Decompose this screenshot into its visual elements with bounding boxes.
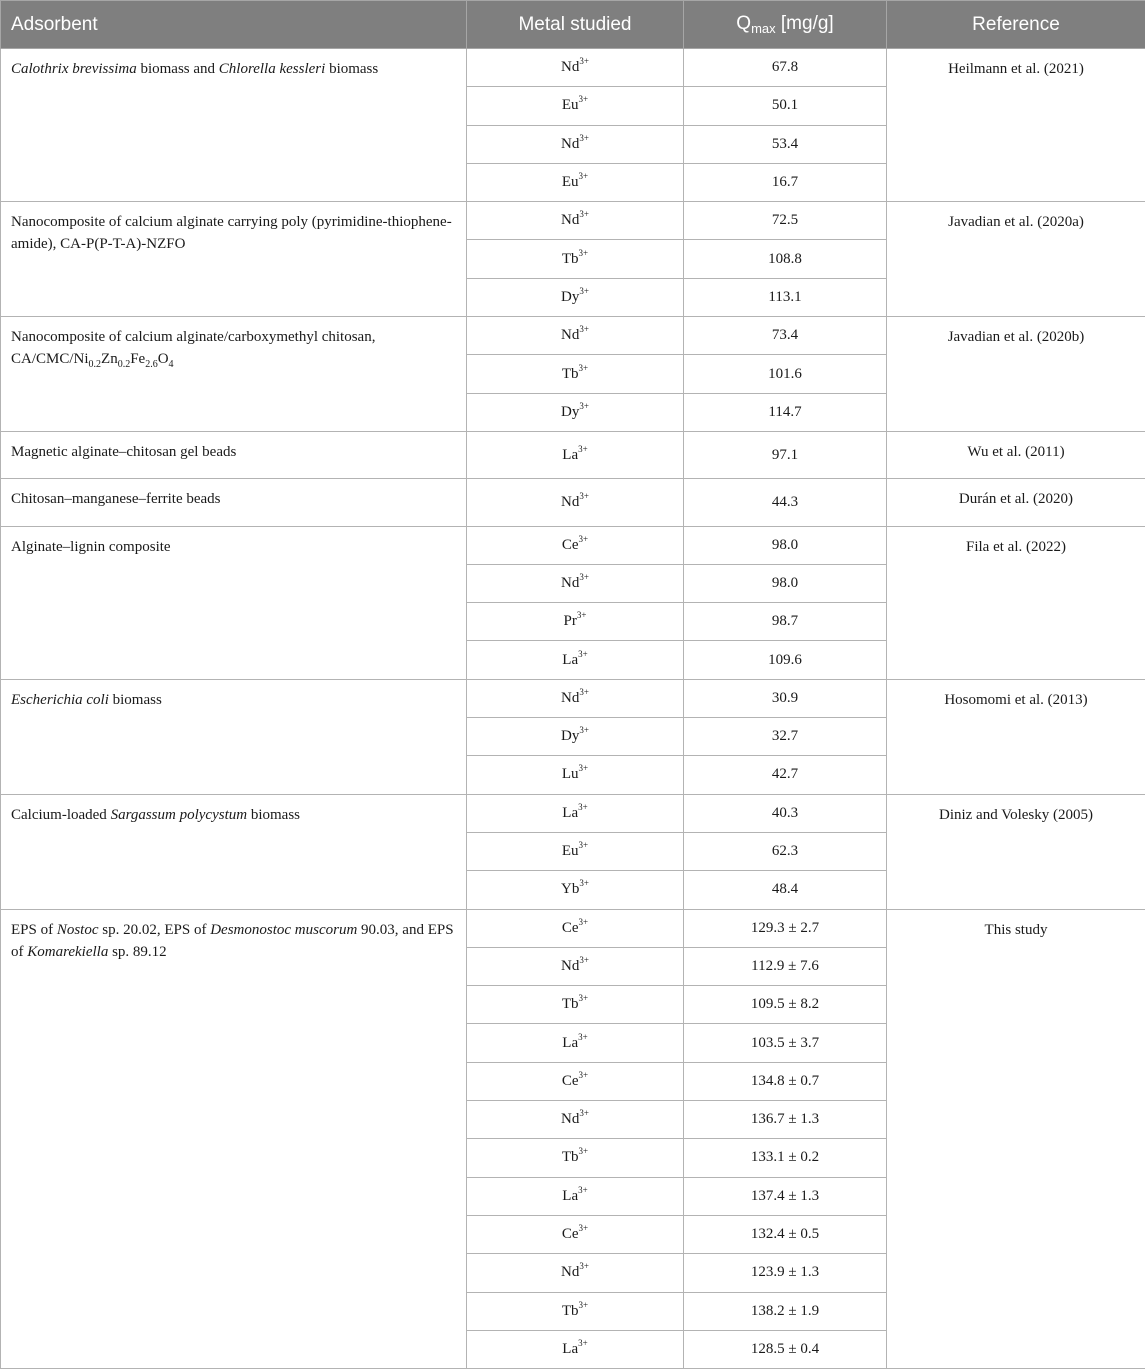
metal-cell [467, 1101, 684, 1139]
table-row [1, 479, 1145, 526]
adsorbent-text: sp. 20.02, EPS of [99, 922, 211, 938]
metal-charge: 3+ [579, 363, 589, 373]
metal-cell [467, 125, 684, 163]
qmax-cell: 72.5 [684, 202, 887, 240]
metal-cell [467, 163, 684, 201]
metal-element: Eu [562, 174, 579, 190]
qmax-cell: 50.1 [684, 87, 887, 125]
adsorbent-text: biomass [109, 692, 162, 708]
qmax-cell: 103.5 ± 3.7 [684, 1024, 887, 1062]
qmax-cell: 123.9 ± 1.3 [684, 1254, 887, 1292]
header-metal-studied: Metal studied [467, 1, 684, 49]
metal-cell [467, 202, 684, 240]
header-qmax-subscript: max [751, 21, 776, 36]
adsorbent-text: EPS of [11, 922, 57, 938]
qmax-cell: 138.2 ± 1.9 [684, 1292, 887, 1330]
adsorbent-text: biomass and [137, 61, 219, 77]
metal-cell [467, 909, 684, 947]
metal-element: Tb [562, 996, 579, 1012]
qmax-cell: 42.7 [684, 756, 887, 794]
metal-element: Nd [561, 1264, 579, 1280]
adsorbent-cell [1, 526, 467, 679]
metal-element: La [562, 1341, 578, 1357]
metal-charge: 3+ [579, 917, 589, 927]
metal-charge: 3+ [579, 878, 589, 888]
qmax-cell: 134.8 ± 0.7 [684, 1062, 887, 1100]
qmax-cell: 132.4 ± 0.5 [684, 1215, 887, 1253]
metal-element: Nd [561, 327, 579, 343]
metal-charge: 3+ [578, 1338, 588, 1348]
reference-cell: Wu et al. (2011) [887, 431, 1145, 478]
header-adsorbent: Adsorbent [1, 1, 467, 49]
metal-element: Tb [562, 251, 579, 267]
metal-element: La [562, 1035, 578, 1051]
metal-charge: 3+ [579, 1108, 589, 1118]
metal-charge: 3+ [577, 610, 587, 620]
qmax-cell: 30.9 [684, 679, 887, 717]
table-row [1, 431, 1145, 478]
adsorbent-cell [1, 794, 467, 909]
table-row [1, 526, 1145, 564]
metal-element: Dy [561, 728, 579, 744]
adsorbent-text: O [158, 351, 169, 367]
metal-charge: 3+ [579, 56, 589, 66]
metal-cell [467, 431, 684, 478]
metal-cell [467, 641, 684, 679]
metal-cell [467, 603, 684, 641]
adsorbent-cell [1, 679, 467, 794]
metal-charge: 3+ [579, 324, 589, 334]
qmax-cell: 73.4 [684, 317, 887, 355]
reference-cell: Diniz and Volesky (2005) [887, 794, 1145, 909]
metal-cell [467, 87, 684, 125]
qmax-cell: 109.5 ± 8.2 [684, 986, 887, 1024]
reference-cell: Javadian et al. (2020b) [887, 317, 1145, 432]
metal-element: Ce [562, 537, 579, 553]
qmax-cell: 97.1 [684, 431, 887, 478]
metal-charge: 3+ [578, 1185, 588, 1195]
adsorbent-cell [1, 317, 467, 432]
adsorbent-text: Alginate–lignin composite [11, 539, 171, 555]
header-reference: Reference [887, 1, 1145, 49]
metal-cell [467, 1215, 684, 1253]
adsorbent-text: 90.03, and EPS of [11, 922, 454, 960]
qmax-cell: 137.4 ± 1.3 [684, 1177, 887, 1215]
metal-element: Tb [562, 1149, 579, 1165]
metal-cell [467, 1024, 684, 1062]
metal-element: Tb [562, 1303, 579, 1319]
qmax-cell: 101.6 [684, 355, 887, 393]
table-header [1, 1, 1145, 49]
adsorbent-text: biomass [247, 807, 300, 823]
adsorbent-italic-text: Calothrix brevissima [11, 61, 137, 77]
metal-charge: 3+ [579, 248, 589, 258]
metal-charge: 3+ [579, 401, 589, 411]
qmax-cell: 16.7 [684, 163, 887, 201]
adsorbent-italic-text: Escherichia coli [11, 692, 109, 708]
metal-cell [467, 679, 684, 717]
table-row [1, 679, 1145, 717]
reference-cell: Fila et al. (2022) [887, 526, 1145, 679]
metal-cell [467, 355, 684, 393]
metal-element: Ce [562, 920, 579, 936]
metal-element: La [562, 1188, 578, 1204]
adsorbent-cell [1, 202, 467, 317]
adsorbent-text: Magnetic alginate–chitosan gel beads [11, 444, 236, 460]
adsorbent-cell [1, 909, 467, 1369]
metal-charge: 3+ [578, 802, 588, 812]
metal-charge: 3+ [579, 725, 589, 735]
qmax-cell: 114.7 [684, 393, 887, 431]
qmax-cell: 48.4 [684, 871, 887, 909]
metal-charge: 3+ [579, 133, 589, 143]
qmax-cell: 133.1 ± 0.2 [684, 1139, 887, 1177]
metal-charge: 3+ [579, 1146, 589, 1156]
reference-cell: Heilmann et al. (2021) [887, 49, 1145, 202]
metal-cell [467, 756, 684, 794]
qmax-cell: 98.0 [684, 564, 887, 602]
metal-element: Nd [561, 1111, 579, 1127]
qmax-cell: 98.0 [684, 526, 887, 564]
qmax-cell: 40.3 [684, 794, 887, 832]
metal-element: Nd [561, 136, 579, 152]
table-row [1, 317, 1145, 355]
metal-charge: 3+ [579, 491, 589, 501]
metal-cell [467, 947, 684, 985]
adsorbent-cell [1, 431, 467, 478]
metal-element: La [562, 447, 578, 463]
reference-cell: This study [887, 909, 1145, 1369]
qmax-cell: 44.3 [684, 479, 887, 526]
metal-cell [467, 794, 684, 832]
table-row [1, 49, 1145, 87]
qmax-cell: 112.9 ± 7.6 [684, 947, 887, 985]
adsorbent-text: biomass [325, 61, 378, 77]
qmax-cell: 128.5 ± 0.4 [684, 1330, 887, 1368]
header-qmax-unit: [mg/g] [776, 13, 834, 34]
metal-cell [467, 1139, 684, 1177]
metal-element: Eu [562, 843, 579, 859]
qmax-cell: 109.6 [684, 641, 887, 679]
metal-charge: 3+ [579, 840, 589, 850]
metal-charge: 3+ [579, 955, 589, 965]
qmax-cell: 108.8 [684, 240, 887, 278]
metal-cell [467, 564, 684, 602]
metal-cell [467, 1062, 684, 1100]
metal-charge: 3+ [579, 209, 589, 219]
metal-element: Yb [561, 881, 579, 897]
adsorbent-text: Nanocomposite of calcium alginate/carboxymethyl chitosan, CA/CMC/Ni [11, 329, 375, 367]
metal-element: Ce [562, 1226, 579, 1242]
metal-element: Ce [562, 1073, 579, 1089]
metal-charge: 3+ [579, 171, 589, 181]
adsorbent-italic-text: Sargassum polycystum [111, 807, 248, 823]
metal-charge: 3+ [579, 1261, 589, 1271]
metal-charge: 3+ [579, 1223, 589, 1233]
metal-element: Nd [561, 690, 579, 706]
metal-element: Dy [561, 404, 579, 420]
metal-charge: 3+ [578, 649, 588, 659]
metal-cell [467, 240, 684, 278]
reference-cell: Javadian et al. (2020a) [887, 202, 1145, 317]
metal-charge: 3+ [579, 286, 589, 296]
qmax-cell: 32.7 [684, 718, 887, 756]
metal-charge: 3+ [579, 687, 589, 697]
metal-element: Eu [562, 97, 579, 113]
metal-cell [467, 1330, 684, 1368]
reference-cell: Durán et al. (2020) [887, 479, 1145, 526]
adsorbent-italic-text: Desmonostoc muscorum [210, 922, 357, 938]
adsorbent-text: sp. 89.12 [108, 944, 166, 960]
metal-charge: 3+ [579, 993, 589, 1003]
adsorbent-subscript: 4 [169, 359, 174, 370]
qmax-cell: 129.3 ± 2.7 [684, 909, 887, 947]
adsorbent-text: Zn [101, 351, 118, 367]
metal-element: Nd [561, 212, 579, 228]
table-body [1, 49, 1145, 1369]
metal-cell [467, 278, 684, 316]
reference-cell: Hosomomi et al. (2013) [887, 679, 1145, 794]
adsorbent-italic-text: Komarekiella [27, 944, 108, 960]
adsorbent-text: Nanocomposite of calcium alginate carrying poly (pyrimidine-thiophene-amide), CA-P(P-T-A)-NZFO [11, 214, 452, 252]
metal-charge: 3+ [578, 444, 588, 454]
metal-cell [467, 1177, 684, 1215]
metal-element: Dy [561, 289, 579, 305]
metal-cell [467, 1292, 684, 1330]
table-row [1, 909, 1145, 947]
metal-element: Nd [561, 958, 579, 974]
metal-element: La [562, 805, 578, 821]
qmax-cell: 98.7 [684, 603, 887, 641]
metal-element: Tb [562, 366, 579, 382]
adsorbent-cell [1, 479, 467, 526]
header-qmax-symbol: Q [736, 13, 751, 34]
adsorbent-italic-text: Chlorella kessleri [219, 61, 326, 77]
metal-cell [467, 1254, 684, 1292]
metal-charge: 3+ [579, 534, 589, 544]
qmax-cell: 136.7 ± 1.3 [684, 1101, 887, 1139]
metal-cell [467, 479, 684, 526]
header-qmax [684, 1, 887, 49]
adsorbent-subscript: 0.2 [89, 359, 102, 370]
metal-cell [467, 832, 684, 870]
metal-cell [467, 393, 684, 431]
metal-cell [467, 49, 684, 87]
qmax-cell: 67.8 [684, 49, 887, 87]
metal-charge: 3+ [578, 1032, 588, 1042]
qmax-cell: 62.3 [684, 832, 887, 870]
metal-charge: 3+ [579, 763, 589, 773]
metal-cell [467, 317, 684, 355]
metal-element: Pr [564, 613, 577, 629]
header-row [1, 1, 1145, 49]
metal-element: Nd [561, 59, 579, 75]
metal-element: Nd [561, 575, 579, 591]
table-row [1, 202, 1145, 240]
adsorbent-italic-text: Nostoc [57, 922, 99, 938]
metal-cell [467, 986, 684, 1024]
metal-cell [467, 871, 684, 909]
table-row [1, 794, 1145, 832]
metal-element: La [562, 652, 578, 668]
metal-charge: 3+ [579, 94, 589, 104]
metal-charge: 3+ [579, 1300, 589, 1310]
adsorbent-text: Calcium-loaded [11, 807, 111, 823]
metal-cell [467, 718, 684, 756]
adsorbent-text: Chitosan–manganese–ferrite beads [11, 491, 221, 507]
qmax-cell: 53.4 [684, 125, 887, 163]
metal-cell [467, 526, 684, 564]
metal-charge: 3+ [579, 1070, 589, 1080]
adsorbent-cell [1, 49, 467, 202]
adsorbent-text: Fe [130, 351, 145, 367]
adsorbent-subscript: 0.2 [118, 359, 131, 370]
metal-charge: 3+ [579, 572, 589, 582]
qmax-cell: 113.1 [684, 278, 887, 316]
adsorbent-subscript: 2.6 [145, 359, 158, 370]
metal-element: Nd [561, 494, 579, 510]
metal-element: Lu [562, 766, 579, 782]
